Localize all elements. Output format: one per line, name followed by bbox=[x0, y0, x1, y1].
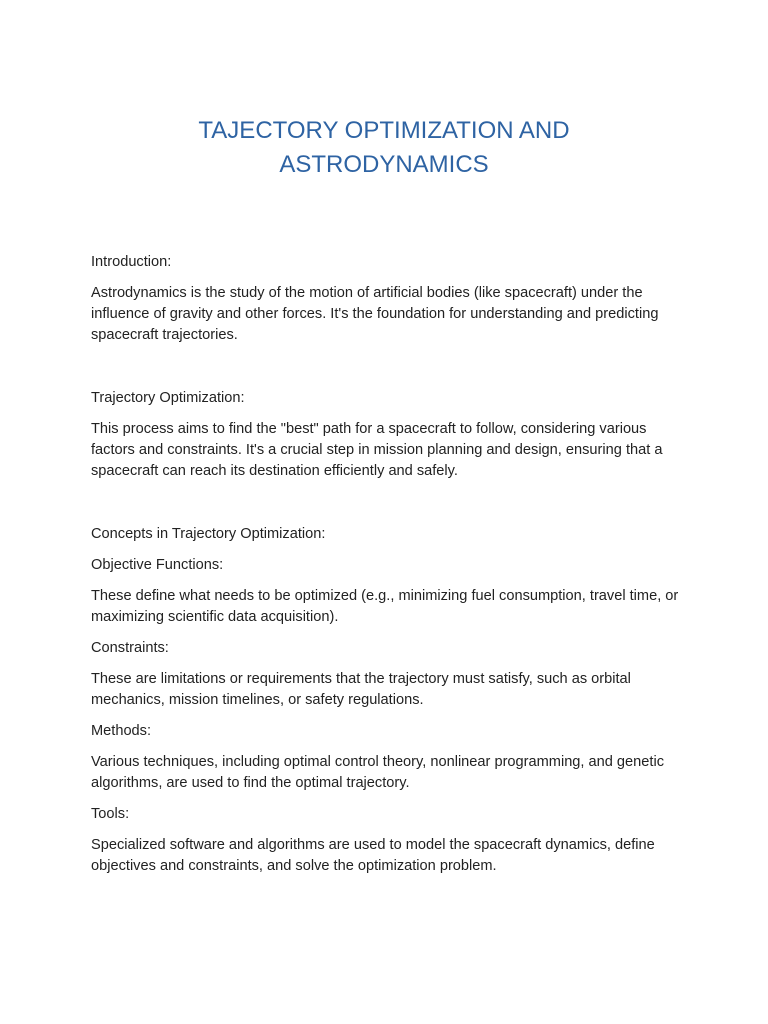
intro-paragraph: Astrodynamics is the study of the motion of artificial bodies (like spacecraft) under the influence of gravity and other forces. It's the foundation for understanding and predicting spacecraft trajectories. bbox=[91, 285, 659, 343]
constraints-paragraph: These are limitations or requirements that the trajectory must satisfy, such as orbital mechanics, mission timelines, or safety regulations. bbox=[91, 671, 631, 708]
document-title bbox=[0, 114, 768, 182]
concepts-heading: Concepts in Trajectory Optimization: bbox=[91, 526, 326, 542]
objective-paragraph: These define what needs to be optimized (e.g., minimizing fuel consumption, travel time, or maximizing scientific data acquisition). bbox=[91, 588, 679, 625]
trajectory-heading: Trajectory Optimization: bbox=[91, 390, 245, 406]
intro-heading: Introduction: bbox=[91, 254, 172, 270]
title-line-1: TAJECTORY OPTIMIZATION AND bbox=[198, 117, 570, 144]
tools-paragraph: Specialized software and algorithms are used to model the spacecraft dynamics, define objectives and constraints, and solve the optimization problem. bbox=[91, 837, 655, 874]
title-line-2: ASTRODYNAMICS bbox=[279, 151, 489, 178]
objective-heading: Objective Functions: bbox=[91, 557, 224, 573]
document-body bbox=[91, 252, 691, 877]
methods-paragraph: Various techniques, including optimal control theory, nonlinear programming, and genetic algorithms, are used to find the optimal trajectory. bbox=[91, 754, 664, 791]
tools-heading: Tools: bbox=[91, 806, 130, 822]
constraints-heading: Constraints: bbox=[91, 640, 169, 656]
methods-heading: Methods: bbox=[91, 723, 152, 739]
trajectory-paragraph: This process aims to find the "best" path for a spacecraft to follow, considering various factors and constraints. It's a crucial step in mission planning and design, ensuring that a spacecraft can reach its destination efficiently and safely. bbox=[91, 421, 663, 479]
